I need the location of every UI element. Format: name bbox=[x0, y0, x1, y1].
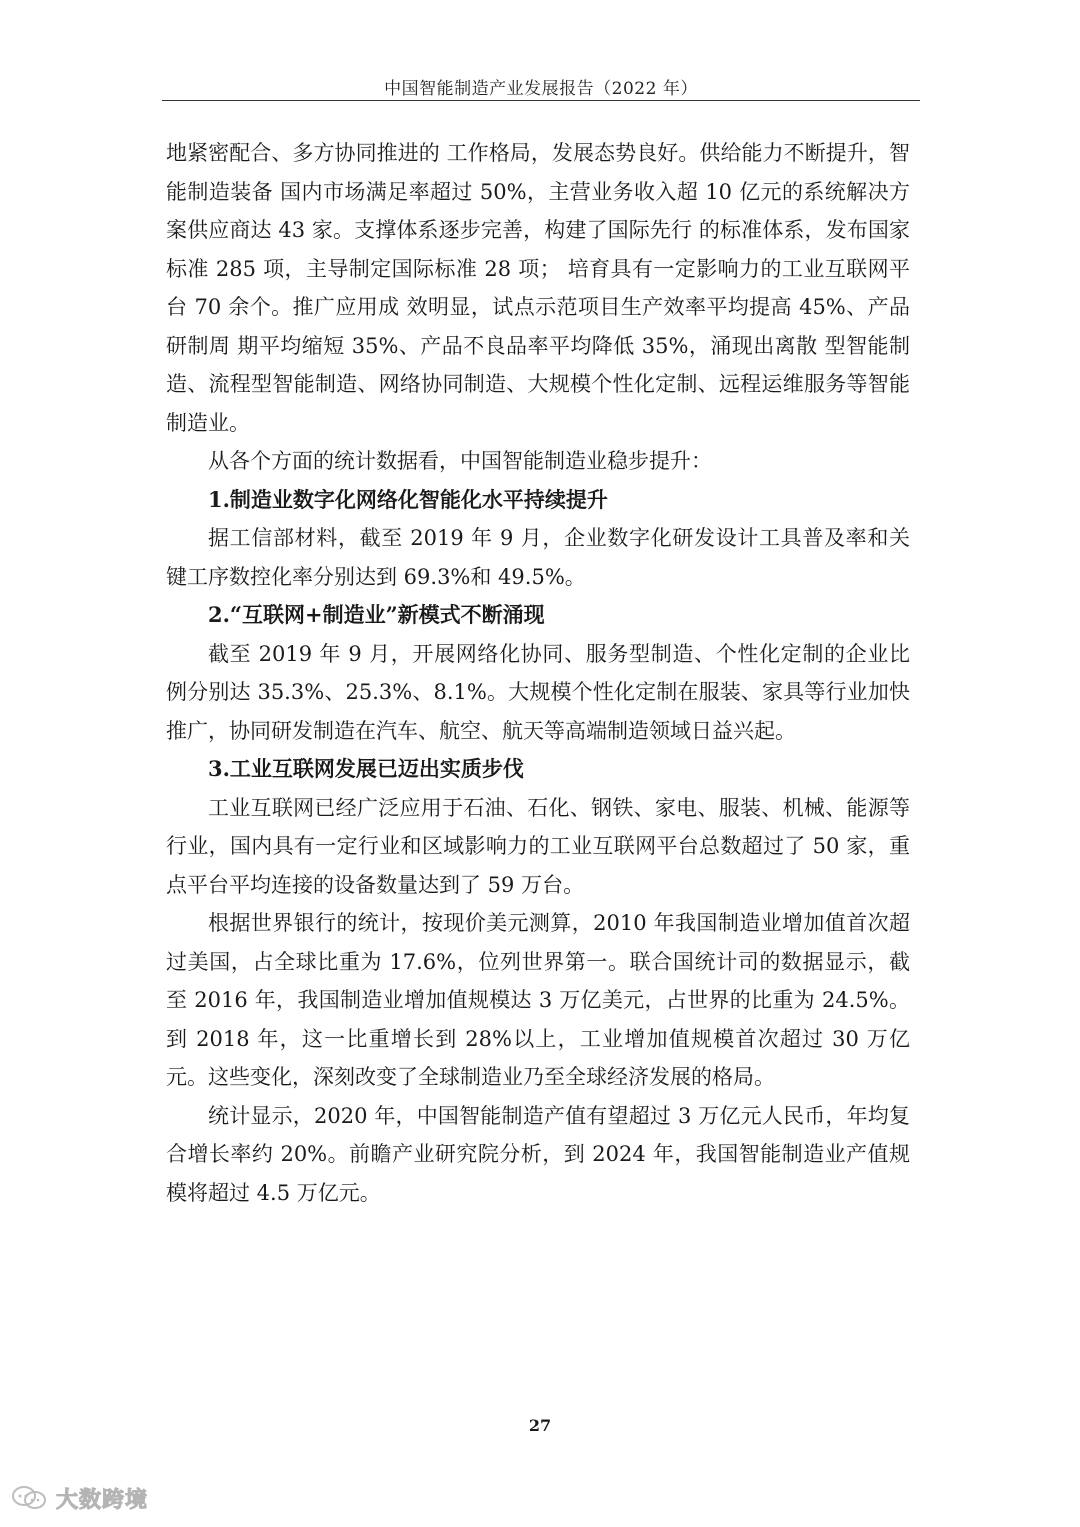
watermark bbox=[10, 1480, 148, 1516]
paragraph-intro: 从各个方面的统计数据看，中国智能制造业稳步提升： bbox=[208, 449, 712, 473]
section-heading-1: 1.制造业数字化网络化智能化水平持续提升 bbox=[208, 486, 608, 512]
page-header-title: 中国智能制造产业发展报告（2022 年） bbox=[384, 79, 698, 99]
page-number: 27 bbox=[528, 1416, 552, 1435]
paragraph-section-2: 截至 2019 年 9 月，开展网络化协同、服务型制造、个性化定制的企业比例分别达 35.3%、25.3%、8.1%。大规模个性化定制在服装、家具等行业加快推广，协同研发制造在汽车、航空、航天等高端制造领域日益兴起。 bbox=[166, 641, 910, 743]
paragraph-continuation: 地紧密配合、多方协同推进的 工作格局，发展态势良好。供给能力不断提升，智能制造装备 国内市场满足率超过 50%，主营业务收入超 10 亿元的系统解决方案供应商达 43 家。支撑体系逐步完善，构建了国际先行 的标准体系，发布国家标准 285 项，主导制定国际标准 28 项； 培育具有一定影响力的工业互联网平台 70 余个。推广应用成 效明显，试点示范项目生产效率平均提高 45%、产品研制周 期平均缩短 35%、产品不良品率平均降低 35%，涌现出离散 型智能制造、流程型智能制造、网络协同制造、大规模个性化定制、远程运维服务等智能制造业。 bbox=[166, 141, 910, 435]
body-text bbox=[166, 134, 910, 1212]
paragraph-forecast: 统计显示，2020 年，中国智能制造产值有望超过 3 万亿元人民币，年均复合增长率约 20%。前瞻产业研究院分析，到 2024 年，我国智能制造业产值规模将超过 4.5 万亿元。 bbox=[166, 1103, 910, 1205]
chat-bubble-logo-icon bbox=[10, 1483, 50, 1513]
section-heading-2: 2.“互联网+制造业”新模式不断涌现 bbox=[208, 602, 545, 627]
paragraph-section-1: 据工信部材料，截至 2019 年 9 月，企业数字化研发设计工具普及率和关键工序数控化率分别达到 69.3%和 49.5%。 bbox=[166, 526, 910, 589]
section-heading-3: 3.工业互联网发展已迈出实质步伐 bbox=[208, 756, 524, 781]
paragraph-section-3: 工业互联网已经广泛应用于石油、石化、钢铁、家电、服装、机械、能源等行业，国内具有一定行业和区域影响力的工业互联网平台总数超过了 50 家，重点平台平均连接的设备数量达到了 59 万台。 bbox=[166, 795, 910, 897]
paragraph-world-bank: 根据世界银行的统计，按现价美元测算，2010 年我国制造业增加值首次超过美国，占全球比重为 17.6%，位列世界第一。联合国统计司的数据显示，截至 2016 年，我国制造业增加值规模达 3 万亿美元，占世界的比重为 24.5%。到 2018 年，这一比重增长到 28%以上，工业增加值规模首次超过 30 万亿元。这些变化，深刻改变了全球制造业乃至全球经济发展的格局。 bbox=[166, 911, 910, 1089]
watermark-text: 大数跨境 bbox=[56, 1487, 149, 1513]
header-divider bbox=[162, 100, 920, 101]
